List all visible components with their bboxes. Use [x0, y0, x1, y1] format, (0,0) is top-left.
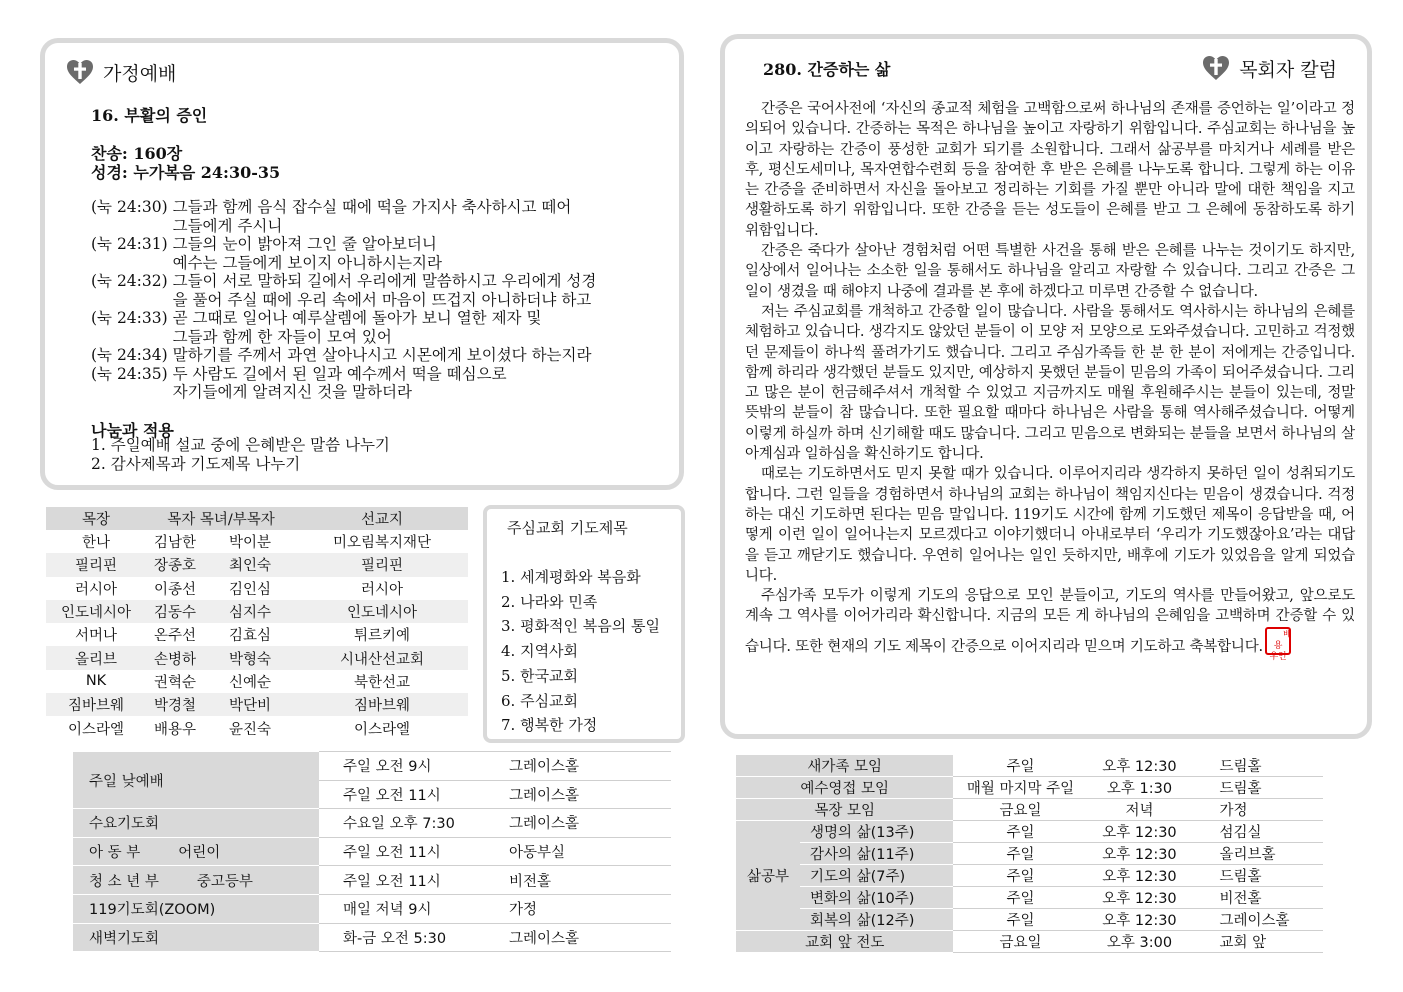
scripture-reference: 성경: 누가복음 24:30-35	[91, 163, 281, 182]
service-place: 그레이스홀	[495, 809, 671, 838]
sharing-item: 1. 주일예배 설교 중에 은혜받은 말씀 나누기	[91, 436, 390, 454]
column-paragraph: 때로는 기도하면서도 믿지 못할 때가 있습니다. 이루어지리라 생각하지 못하던 일이 성취되기도 합니다. 그런 일들을 경험하면서 하나님의 교회는 하나님이 책임지신다는 믿음이 생겼습니다. 걱정하는 대신 기도하면 된다는 믿음 말입니다. 119기도 시간에 함께 기도했던 제목이 응답받을 때, 어떻게 이런 일이 일어나는지 모르겠다고 이야기했더니 아내로부터 ‘우리가 기도했잖아요’라는 대답을 듣고 깨닫기도 했습니다. 우연히 일어나는 일인 듯하지만, 배후에 기도가 있었음을 알게 되었습니다.	[745, 466, 1355, 584]
service-time: 주일 오전 11시	[319, 780, 495, 809]
service-place: 그레이스홀	[495, 923, 671, 952]
service-time: 화-금 오전 5:30	[319, 923, 495, 952]
column-section-title: 목회자 칼럼	[1239, 58, 1337, 81]
table-row: NK 권혁순 신예순 북한선교	[85, 673, 411, 691]
meeting-name: 목장 모임	[736, 799, 953, 821]
meeting-name: 기도의 삶(7주)	[800, 865, 953, 887]
service-time: 주일 오전 11시	[319, 866, 495, 895]
service-name: 아 동 부 어린이	[73, 837, 319, 866]
list-item: 6. 주심교회	[501, 691, 579, 710]
prayer-topics-list	[501, 565, 660, 738]
heart-cross-icon	[1201, 53, 1231, 83]
list-item: 2. 나라와 민족	[501, 592, 598, 611]
table-row: 한나 김남한 박이분 미오림복지재단	[81, 535, 432, 552]
column-paragraph: 저는 주심교회를 개척하고 간증할 일이 많습니다. 사람을 통해서도 역사하시는 하나님의 은혜를 체험하고 있습니다. 생각지도 않았던 분들이 이 모양 저 모양으로 도와주셨습니다. 고민하고 걱정했던 문제들이 하나씩 풀려가기도 했습니다. 그리고 주심가족들 한 분 한 분이 저에게는 간증입니다. 함께 하리라 생각했던 분들도 있지만, 예상하지 못했던 분들이 믿음의 가족이 되어주셨습니다. 그리고 많은 분이 헌금해주셔서 개척할 수 있었고 지금까지도 매월 후원해주시는 분들이 있는데, 정말 뜻밖의 분들이 참 많습니다. 또한 필요할 때마다 하나님은 사람을 통해 역사해주셨습니다. 어떻게 이렇게 하실까 하며 신기해할 때도 많습니다. 그리고 믿음으로 변화되는 분들을 보면서 하나님의 살아계심과 일하심을 확신하기도 합니다.	[745, 303, 1355, 463]
pastor-column-panel	[720, 34, 1372, 739]
list-item: 4. 지역사회	[501, 642, 579, 661]
worship-schedule-table	[73, 751, 671, 952]
table-row: 서머나 온주선 김효심 튀르키예	[74, 628, 411, 645]
hymn-number: 찬송: 160장	[91, 144, 183, 163]
meeting-name: 새가족 모임	[736, 755, 953, 777]
table-row: 새가족 모임 주일 오후 12:30 드림홀	[736, 755, 1323, 777]
column-paragraph: 간증은 죽다가 살아난 경험처럼 어떤 특별한 사건을 통해 받은 은혜를 나누는 것이기도 하지만, 일상에서 일어나는 소소한 일을 통해서도 하나님을 알리고 자랑할 수 있습니다. 그리고 간증은 그 일이 생겼을 때 해야지 나중에 결과를 본 후에 하겠다고 미루면 간증할 수 없습니다.	[745, 243, 1355, 300]
table-row	[73, 923, 671, 952]
prayer-topics-title: 주심교회 기도제목	[507, 519, 628, 537]
sharing-list	[91, 436, 390, 474]
table-row	[73, 837, 671, 866]
service-time: 수요일 오후 7:30	[319, 809, 495, 838]
scripture-text	[91, 198, 671, 402]
table-row: 회복의 삶(12주) 주일 오후 12:30 그레이스홀	[736, 909, 1323, 931]
meetings-table	[736, 755, 1323, 953]
scripture-verse: (눅 24:31) 그들의 눈이 밝아져 그인 줄 알아보더니 예수는 그들에게 보이지 아니하시는지라	[91, 235, 442, 272]
heart-cross-icon	[65, 57, 95, 87]
table-row: 기도의 삶(7주) 주일 오후 12:30 드림홀	[736, 865, 1323, 887]
table-row	[73, 752, 671, 781]
author-seal: 배용 우인	[1265, 627, 1291, 655]
meeting-group-label: 삶공부	[736, 821, 800, 931]
family-worship-header	[65, 57, 176, 87]
table-row: 이스라엘 배용우 윤진숙 이스라엘	[67, 721, 411, 738]
table-row: 교회 앞 전도 금요일 오후 3:00 교회 앞	[736, 931, 1323, 953]
table-row: 목장 모임 금요일 저녁 가정	[736, 799, 1323, 821]
scripture-verse: (눅 24:34) 말하기를 주께서 과연 살아나시고 시몬에게 보이셨다 하는지라	[91, 346, 592, 364]
table-row: 삶공부 생명의 삶(13주) 주일 오후 12:30 섬김실	[736, 821, 1323, 843]
column-header	[1201, 53, 1337, 83]
column-header: 목자 목녀/부목자	[146, 507, 296, 530]
table-row: 올리브 손병하 박형숙 시내산선교회	[46, 646, 468, 669]
service-time: 주일 오전 9시	[319, 752, 495, 781]
table-row: 인도네시아 김동수 심지수 인도네시아	[46, 600, 468, 623]
meeting-name: 예수영접 모임	[736, 777, 953, 799]
lesson-title: 16. 부활의 증인	[91, 106, 208, 125]
table-header-row	[46, 507, 468, 530]
column-header: 선교지	[296, 507, 468, 530]
meeting-name: 감사의 삶(11주)	[800, 843, 953, 865]
service-name: 수요기도회	[73, 809, 319, 838]
scripture-verse: (눅 24:35) 두 사람도 길에서 된 일과 예수께서 떡을 떼심으로 자기들에게 알려지신 것을 말하더라	[91, 364, 507, 401]
service-place: 가정	[495, 894, 671, 923]
column-body	[745, 99, 1355, 662]
sharing-title: 나눔과 적용	[91, 421, 174, 440]
table-row	[73, 809, 671, 838]
list-item: 5. 한국교회	[501, 666, 579, 685]
meeting-name: 교회 앞 전도	[736, 931, 953, 953]
column-paragraph: 간증은 국어사전에 ‘자신의 종교적 체험을 고백함으로써 하나님의 존재를 증언하는 일’이라고 정의되어 있습니다. 간증하는 목적은 하나님을 높이고 자랑하기 위함입니다. 주심교회는 하나님을 높이고 자랑하는 간증이 풍성한 교회가 되기를 소원합니다. 그래서 삶공부를 마치거나 세례를 받은 후, 평신도세미나, 목자연합수련회 등을 참여한 후 받은 은혜를 나누도록 합니다. 그렇게 하는 이유는 간증을 준비하면서 자신을 돌아보고 정리하는 기회를 가질 뿐만 아니라 말에 대한 책임을 지고 생활하도록 하기 위함입니다. 또한 간증을 듣는 성도들이 은혜를 받고 그 은혜에 동참하도록 하기 위함입니다.	[745, 101, 1355, 239]
family-worship-title: 가정예배	[103, 62, 177, 85]
scripture-verse: (눅 24:30) 그들과 함께 음식 잡수실 때에 떡을 가지사 축사하시고 떼어 그들에게 주시니	[91, 198, 572, 235]
mokjang-table	[46, 507, 468, 740]
service-place: 그레이스홀	[495, 780, 671, 809]
service-place: 비전홀	[495, 866, 671, 895]
table-row: 변화의 삶(10주) 주일 오후 12:30 비전홀	[736, 887, 1323, 909]
table-row	[73, 894, 671, 923]
list-item: 3. 평화적인 복음의 통일	[501, 617, 661, 636]
service-name: 주일 낮예배	[73, 752, 319, 809]
prayer-topics-panel	[483, 505, 685, 743]
table-row	[73, 866, 671, 895]
table-row: 감사의 삶(11주) 주일 오후 12:30 올리브홀	[736, 843, 1323, 865]
service-time: 매일 저녁 9시	[319, 894, 495, 923]
service-name: 청 소 년 부 중고등부	[73, 866, 319, 895]
meeting-name: 회복의 삶(12주)	[800, 909, 953, 931]
table-row: 필리핀 장종호 최인숙 필리핀	[46, 553, 468, 576]
list-item: 7. 행복한 가정	[501, 716, 598, 735]
family-worship-panel	[40, 38, 684, 490]
service-time: 주일 오전 11시	[319, 837, 495, 866]
column-header: 목장	[46, 507, 146, 530]
scripture-verse: (눅 24:32) 그들이 서로 말하되 길에서 우리에게 말씀하시고 우리에게 성경 을 풀어 주실 때에 우리 속에서 마음이 뜨겁지 아니하더냐 하고	[91, 272, 597, 309]
table-row: 예수영접 모임 매월 마지막 주일 오후 1:30 드림홀	[736, 777, 1323, 799]
service-name: 119기도회(ZOOM)	[73, 894, 319, 923]
service-place: 아동부실	[495, 837, 671, 866]
column-title: 280. 간증하는 삶	[763, 60, 891, 79]
list-item: 1. 세계평화와 복음화	[501, 568, 641, 586]
table-row: 짐바브웨 박경철 박단비 짐바브웨	[46, 693, 468, 716]
scripture-verse: (눅 24:33) 곧 그때로 일어나 예루살렘에 돌아가 보니 열한 제자 및 그들과 함께 한 자들이 모여 있어	[91, 309, 542, 346]
service-place: 그레이스홀	[495, 752, 671, 781]
service-name: 새벽기도회	[73, 923, 319, 952]
column-paragraph: 주심가족 모두가 이렇게 기도의 응답으로 모인 분들이고, 기도의 역사를 만들어왔고, 앞으로도 계속 그 역사를 이어가리라 확신합니다. 지금의 모든 게 하나님의 은혜임을 고백하며 간증할 수 있습니다. 또한 현재의 기도 제목이 간증으로 이어지리라 믿으며 기도하고 축복합니다.배용 우인	[745, 588, 1355, 662]
meeting-name: 생명의 삶(13주)	[800, 821, 953, 843]
table-row: 러시아 이종선 김인심 러시아	[74, 581, 404, 598]
meeting-name: 변화의 삶(10주)	[800, 887, 953, 909]
sharing-item: 2. 감사제목과 기도제목 나누기	[91, 455, 301, 473]
